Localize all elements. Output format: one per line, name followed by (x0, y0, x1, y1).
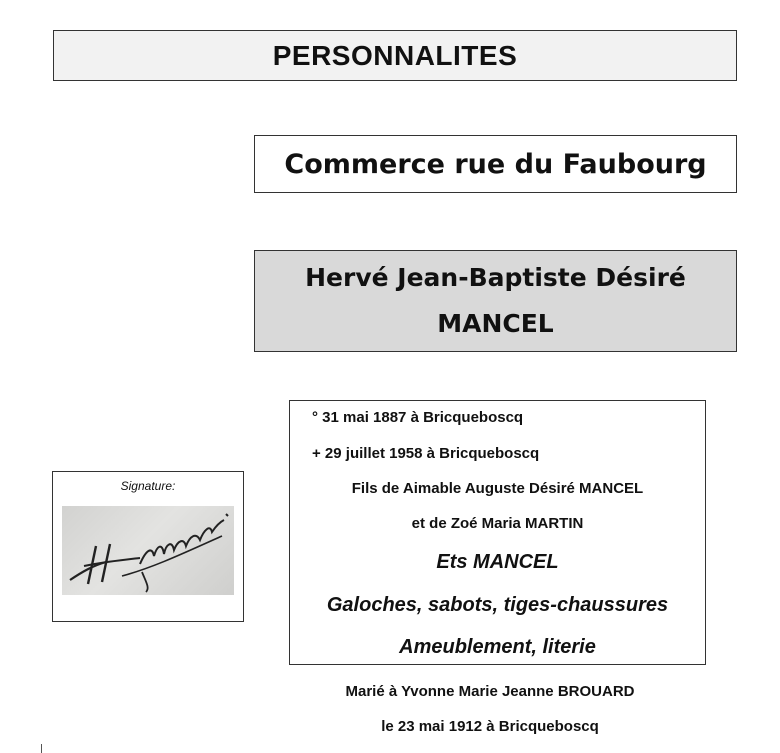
mother-line: et de Zoé Maria MARTIN (411, 515, 584, 532)
subtitle-box (254, 135, 737, 193)
person-name-box (254, 250, 737, 352)
birth-line: ° 31 mai 1887 à Bricqueboscq (312, 409, 524, 426)
marriage-date: le 23 mai 1912 à Bricqueboscq (381, 718, 599, 735)
page-header (53, 30, 737, 81)
person-surname: MANCEL (437, 309, 554, 338)
page-title: PERSONNALITES (272, 39, 518, 71)
signature-box (52, 471, 244, 622)
business-name: Ets MANCEL (436, 551, 559, 573)
signature-label: Signature: (120, 479, 176, 493)
biography-box (289, 400, 706, 665)
subtitle-text: Commerce rue du Faubourg (284, 148, 707, 180)
page-edge-mark (41, 744, 42, 753)
signature-scribble-icon (62, 506, 234, 595)
person-given-names: Hervé Jean-Baptiste Désiré (305, 263, 686, 292)
father-line: Fils de Aimable Auguste Désiré MANCEL (351, 480, 644, 497)
marriage-spouse: Marié à Yvonne Marie Jeanne BROUARD (345, 683, 635, 700)
death-line: + 29 juillet 1958 à Bricqueboscq (312, 445, 540, 462)
products-line-1: Galoches, sabots, tiges-chaussures (326, 594, 669, 616)
signature-image (62, 506, 234, 595)
products-line-2: Ameublement, literie (399, 636, 596, 658)
